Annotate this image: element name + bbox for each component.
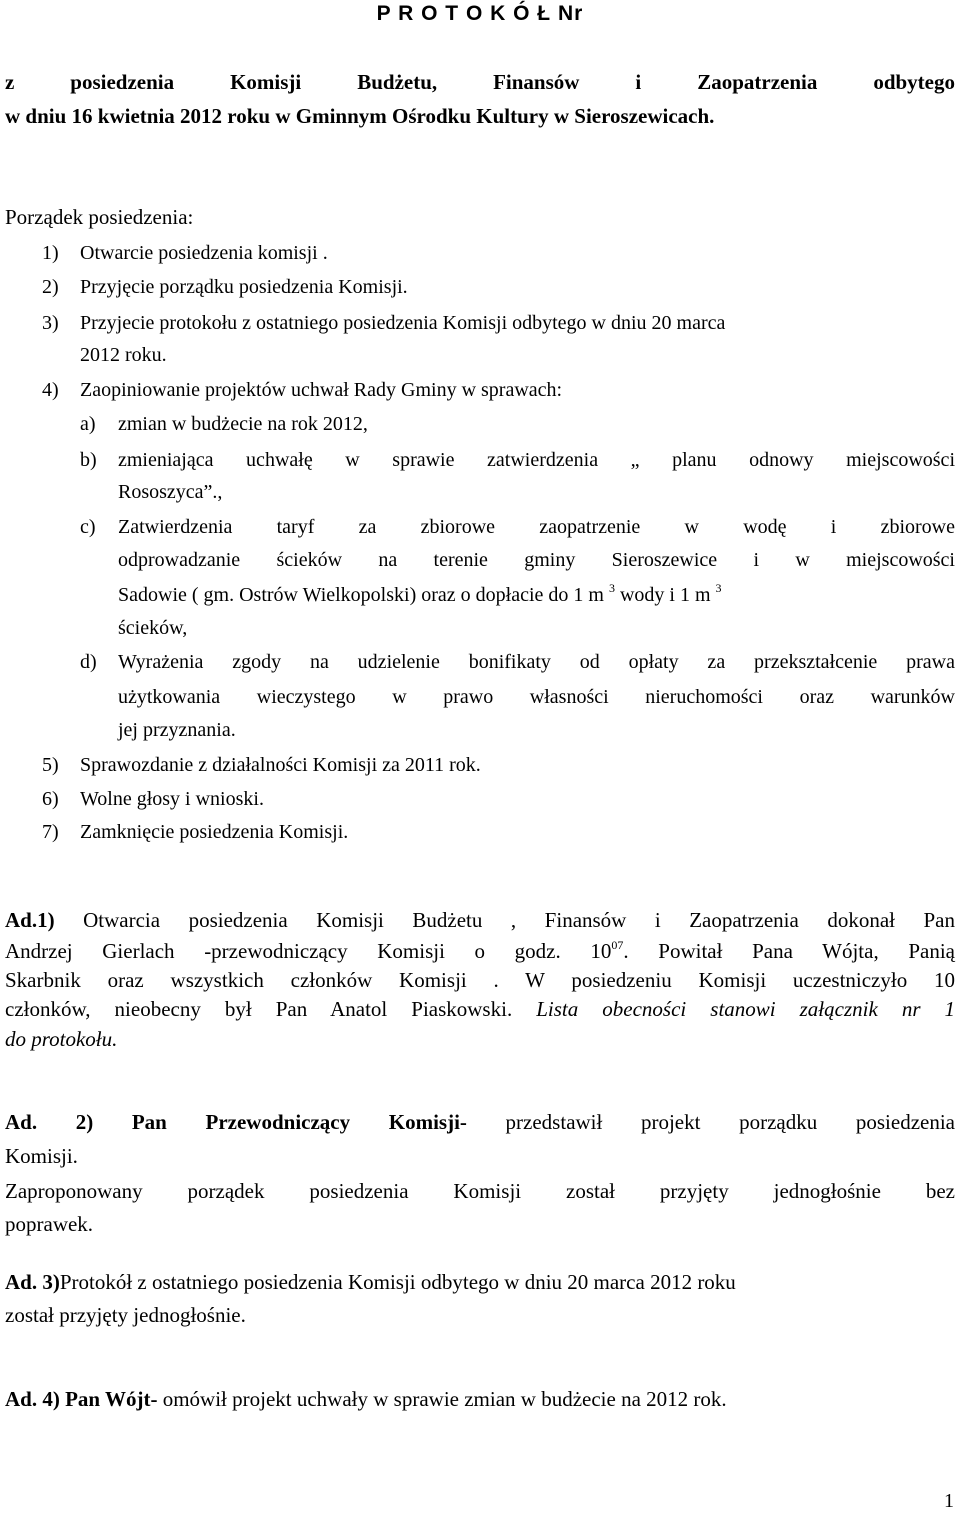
subitem-text: jej przyznania. [118, 719, 236, 741]
agenda-item-number: 6) [42, 788, 59, 810]
agenda-item-number: 3) [42, 312, 59, 334]
ad3-line-1 [5, 1267, 955, 1297]
ad2-line-3: Zaproponowany porządek posiedzenia Komisji został przyjęty jednogłośnie bez [5, 1179, 955, 1203]
agenda-heading: Porządek posiedzenia: [5, 205, 194, 229]
agenda-item-text: 2012 roku. [80, 344, 167, 366]
ad4-line-1 [5, 1384, 955, 1414]
ad2-text: przedstawił projekt porządku posiedzenia [505, 1110, 955, 1134]
page-number: 1 [944, 1490, 954, 1512]
subitem-text: ścieków, [118, 617, 188, 639]
attendance-note: Lista obecności stanowi załącznik nr 1 [536, 997, 956, 1021]
ad1-line-1 [5, 905, 955, 935]
subitem-text: Zatwierdzenia taryf za zbiorowe zaopatrzenie w wodę i zbiorowe [118, 516, 955, 538]
document-title: P R O T O K Ó Ł Nr [376, 2, 584, 25]
ad1-text: członków, nieobecny był Pan Anatol Piaskowski. [5, 997, 513, 1021]
agenda-item-text: Przyjecie protokołu z ostatniego posiedzenia Komisji odbytego w dniu 20 marca [80, 312, 726, 334]
agenda-item-text: Sprawozdanie z działalności Komisji za 2011 rok. [80, 754, 481, 776]
ad1-line-2 [5, 936, 955, 966]
subitem-text: Rososzyca”., [118, 481, 223, 503]
subitem-text: zmian w budżecie na rok 2012, [118, 413, 368, 435]
ad1-line-3: Skarbnik oraz wszystkich członków Komisji . W posiedzeniu Komisji uczestniczyło 10 [5, 968, 955, 992]
ad1-line-5: do protokołu. [5, 1027, 118, 1051]
agenda-item-text: Wolne głosy i wnioski. [80, 788, 264, 810]
ad2-line-4: poprawek. [5, 1212, 94, 1236]
agenda-item-number: 7) [42, 821, 59, 843]
ad3-text: Protokół z ostatniego posiedzenia Komisji odbytego w dniu 20 marca 2012 roku [59, 1270, 736, 1294]
subitem-text: Wyrażenia zgody na udzielenie bonifikaty od opłaty za przekształcenie prawa [118, 651, 955, 673]
ad1-text: Andrzej Gierlach -przewodniczący Komisji o godz. 10 [5, 939, 612, 963]
subitem-text: wody i 1 m [619, 584, 711, 606]
ad1-text: . Powitał Pana Wójta, Panią [623, 939, 955, 963]
subitem-text: zmieniająca uchwałę w sprawie zatwierdzenia „ planu odnowy miejscowości [118, 449, 955, 471]
superscript-3: 3 [608, 581, 615, 595]
ad2-line-2: Komisji. [5, 1144, 78, 1168]
subitem-text: Sadowie ( gm. Ostrów Wielkopolski) oraz o dopłacie do 1 m [118, 584, 604, 606]
agenda-item-number: 5) [42, 754, 59, 776]
superscript-3: 3 [715, 581, 722, 595]
subitem-letter: d) [80, 651, 97, 673]
subitem-letter: b) [80, 449, 97, 471]
agenda-item-text: Otwarcie posiedzenia komisji . [80, 242, 328, 264]
header-line-2: w dniu 16 kwietnia 2012 roku w Gminnym Ośrodku Kultury w Sieroszewicach. [5, 104, 715, 128]
time-superscript: 07 [611, 938, 624, 952]
ad3-label: Ad. 3) [5, 1270, 60, 1294]
ad4-text: omówił projekt uchwały w sprawie zmian w budżecie na 2012 rok. [162, 1387, 727, 1411]
ad1-text: Otwarcia posiedzenia Komisji Budżetu , Finansów i Zaopatrzenia dokonał Pan [83, 908, 955, 932]
subitem-text: użytkowania wieczystego w prawo własności nieruchomości oraz warunków [118, 686, 955, 708]
ad1-label: Ad.1) [5, 908, 55, 932]
agenda-item-text: Zamknięcie posiedzenia Komisji. [80, 821, 349, 843]
subitem-letter: c) [80, 516, 96, 538]
agenda-item-number: 4) [42, 379, 59, 401]
subitem-text: odprowadzanie ścieków na terenie gminy Sieroszewice i w miejscowości [118, 549, 955, 571]
subitem-text-line [118, 580, 722, 610]
ad3-line-2: został przyjęty jednogłośnie. [5, 1303, 246, 1327]
ad4-label: Ad. 4) Pan Wójt- [5, 1387, 158, 1411]
header-line-1: z posiedzenia Komisji Budżetu, Finansów i Zaopatrzenia odbytego [5, 70, 955, 94]
agenda-item-text: Zaopiniowanie projektów uchwał Rady Gminy w sprawach: [80, 379, 563, 401]
agenda-item-number: 1) [42, 242, 59, 264]
ad1-line-4 [5, 994, 955, 1024]
agenda-item-text: Przyjęcie porządku posiedzenia Komisji. [80, 276, 408, 298]
agenda-item-number: 2) [42, 276, 59, 298]
ad2-line-1 [5, 1107, 955, 1137]
ad2-label: Ad. 2) Pan Przewodniczący Komisji- [5, 1110, 467, 1134]
subitem-letter: a) [80, 413, 96, 435]
